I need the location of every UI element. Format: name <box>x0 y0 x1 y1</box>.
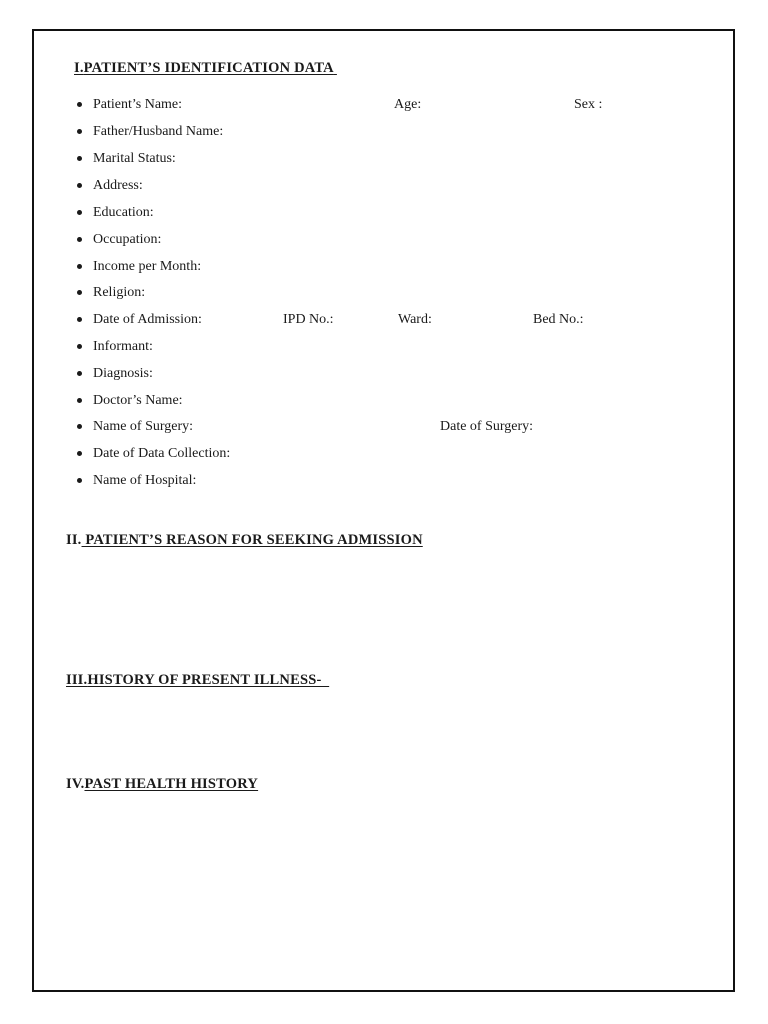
bullet-icon <box>77 344 82 349</box>
list-item <box>0 231 768 251</box>
section-identification-title: PATIENT’S IDENTIFICATION DATA <box>83 60 334 76</box>
section-present-illness-heading <box>66 672 329 689</box>
religion-label: Religion: <box>93 285 146 300</box>
bullet-icon <box>77 129 82 134</box>
list-item <box>0 472 768 492</box>
section-identification-heading <box>74 60 337 77</box>
bullet-icon <box>77 210 82 215</box>
ipd-no-label: IPD No.: <box>283 312 334 327</box>
list-item <box>0 338 768 358</box>
education-label: Education: <box>93 205 154 220</box>
bullet-icon <box>77 424 82 429</box>
name-of-hospital-label: Name of Hospital: <box>93 473 197 488</box>
address-label: Address: <box>93 178 143 193</box>
bed-no-label: Bed No.: <box>533 312 584 327</box>
section-past-history-heading <box>66 776 258 793</box>
bullet-icon <box>77 478 82 483</box>
list-item <box>0 365 768 385</box>
section-admission-reason-title: PATIENT’S REASON FOR SEEKING ADMISSION <box>81 532 423 548</box>
section-admission-reason-heading <box>66 532 423 549</box>
list-item <box>0 204 768 224</box>
diagnosis-label: Diagnosis: <box>93 366 153 381</box>
income-label: Income per Month: <box>93 259 202 274</box>
section-identification-prefix: I. <box>74 60 84 76</box>
list-item <box>0 123 768 143</box>
bullet-icon <box>77 264 82 269</box>
bullet-icon <box>77 371 82 376</box>
bullet-icon <box>77 398 82 403</box>
section-present-illness-title: HISTORY OF PRESENT ILLNESS- <box>87 672 330 688</box>
list-item <box>0 311 768 331</box>
section-admission-reason-prefix: II. <box>66 532 82 548</box>
section-past-history-prefix: IV. <box>66 776 85 792</box>
date-of-admission-label: Date of Admission: <box>93 312 202 327</box>
list-item <box>0 258 768 278</box>
list-item <box>0 445 768 465</box>
bullet-icon <box>77 183 82 188</box>
name-of-surgery-label: Name of Surgery: <box>93 419 194 434</box>
bullet-icon <box>77 317 82 322</box>
informant-label: Informant: <box>93 339 153 354</box>
list-item <box>0 418 768 438</box>
section-present-illness-prefix: III. <box>66 672 88 688</box>
father-husband-name-label: Father/Husband Name: <box>93 124 224 139</box>
section-past-history-title: PAST HEALTH HISTORY <box>84 776 259 792</box>
ward-label: Ward: <box>398 312 432 327</box>
age-label: Age: <box>394 97 422 112</box>
bullet-icon <box>77 156 82 161</box>
patient-name-label: Patient’s Name: <box>93 97 183 112</box>
list-item <box>0 96 768 116</box>
bullet-icon <box>77 451 82 456</box>
page-border <box>32 29 735 992</box>
bullet-icon <box>77 102 82 107</box>
bullet-icon <box>77 237 82 242</box>
doctor-name-label: Doctor’s Name: <box>93 393 183 408</box>
bullet-icon <box>77 290 82 295</box>
occupation-label: Occupation: <box>93 232 162 247</box>
marital-status-label: Marital Status: <box>93 151 176 166</box>
list-item <box>0 392 768 412</box>
sex-label: Sex : <box>574 97 603 112</box>
list-item <box>0 177 768 197</box>
date-of-surgery-label: Date of Surgery: <box>440 419 534 434</box>
list-item <box>0 284 768 304</box>
list-item <box>0 150 768 170</box>
date-of-data-collection-label: Date of Data Collection: <box>93 446 231 461</box>
section-identification-trailing <box>333 60 337 76</box>
